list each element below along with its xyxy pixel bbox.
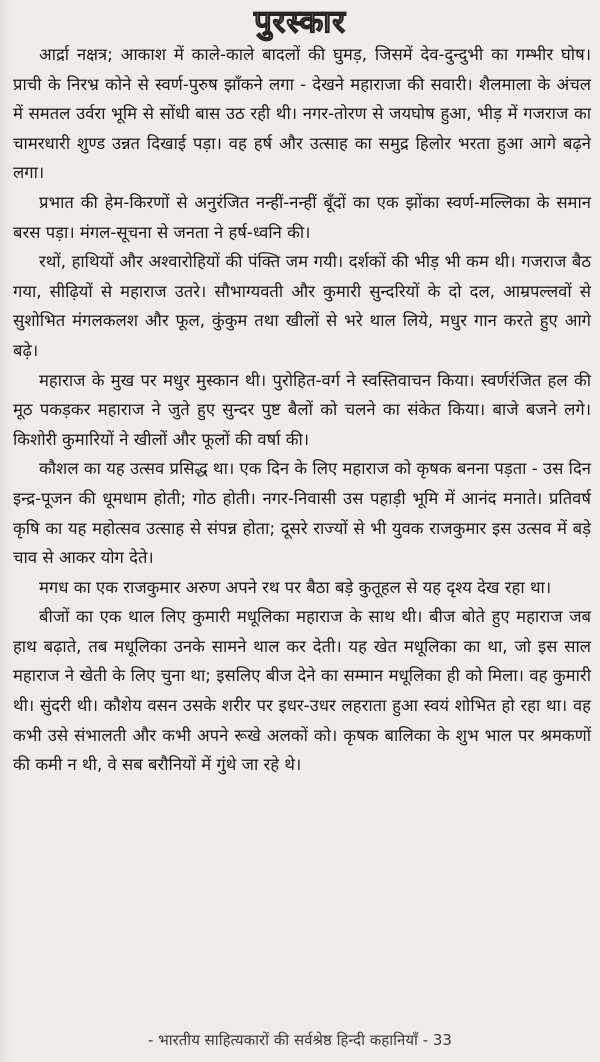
paragraph-6: मगध का एक राजकुमार अरुण अपने रथ पर बैठा बड़े कुतूहल से यह दृश्य देख रहा था। xyxy=(39,577,552,597)
paragraph-5: कौशल का यह उत्सव प्रसिद्ध था। एक दिन के लिए महाराज को कृषक बनना पड़ता - उस दिन इन्द्र-पूजन की धूमधाम होती; गोठ होती। नगर-निवासी उस पहाड़ी भूमि में आनंद मनाते। प्रतिवर्ष कृषि का यह महोत्सव उत्साह से संपन्न होता; दूसरे राज्यों से भी युवक राजकुमार इस उत्सव में बड़े चाव से आकर योग देते। xyxy=(13,459,591,568)
paragraph-4: महाराज के मुख पर मधुर मुस्कान थी। पुरोहित-वर्ग ने स्वस्तिवाचन किया। स्वर्णरंजित हल की मूठ पकड़कर महाराज ने जुते हुए सुन्दर पुष्ट बैलों को चलने का संकेत किया। बाजे बजने लगे। किशोरी कुमारियों ने खीलों और फूलों की वर्षा की। xyxy=(13,370,591,449)
story-body xyxy=(13,40,591,780)
story-title: पुरस्कार xyxy=(254,4,346,40)
paragraph-3: रथों, हाथियों और अश्वारोहियों की पंक्ति जम गयी। दर्शकों की भीड़ भी कम थी। गजराज बैठ गया, सीढ़ियों से महाराज उतरे। सौभाग्यवती और कुमारी सुन्दरियों के दो दल, आम्रपल्लवों से सुशोभित मंगलकलश और फूल, कुंकुम तथा खीलों से भरे थाल लिये, मधुर गान करते हुए आगे बढ़े। xyxy=(13,252,591,360)
paragraph-1: आर्द्रा नक्षत्र; आकाश में काले-काले बादलों की घुमड़, जिसमें देव-दुन्दुभी का गम्भीर घोष। प्राची के निरभ्र कोने से स्वर्ण-पुरुष झाँकने लगा - देखने महाराजा की सवारी। शैलमाला के अंचल में समतल उर्वरा भूमि से सोंधी बास उठ रही थी। नगर-तोरण से जयघोष हुआ, भीड़ में गजराज का चामरधारी शुण्ड उन्नत दिखाई पड़ा। वह हर्ष और उत्साह का समुद्र हिलोर भरता हुआ आगे बढ़ने लगा। xyxy=(13,45,591,183)
title-container xyxy=(0,2,600,42)
paragraph-7: बीजों का एक थाल लिए कुमारी मधूलिका महाराज के साथ थी। बीज बोते हुए महाराज जब हाथ बढ़ाते, तब मधूलिका उनके सामने थाल कर देती। यह खेत मधूलिका का था, जो इस साल महाराज ने खेती के लिए चुना था; इसलिए बीज देने का सम्मान मधूलिका ही को मिला। वह कुमारी थी। सुंदरी थी। कौशेय वसन उसके शरीर पर इधर-उधर लहराता हुआ स्वयं शोभित हो रहा था। वह कभी उसे संभालती और कभी अपने रूखे अलकों को। कृषक बालिका के शुभ भाल पर श्रमकणों की कमी न थी, वे सब बरौनियों में गुंथे जा रहे थे। xyxy=(13,607,591,775)
page-footer: - भारतीय साहित्यकारों की सर्वश्रेष्ठ हिन्दी कहानियाँ - 33 xyxy=(148,1031,452,1049)
paragraph-2: प्रभात की हेम-किरणों से अनुरंजित नन्हीं-नन्हीं बूँदों का एक झोंका स्वर्ण-मल्लिका के समान बरस पड़ा। मंगल-सूचना से जनता ने हर्ष-ध्वनि की। xyxy=(13,192,591,242)
